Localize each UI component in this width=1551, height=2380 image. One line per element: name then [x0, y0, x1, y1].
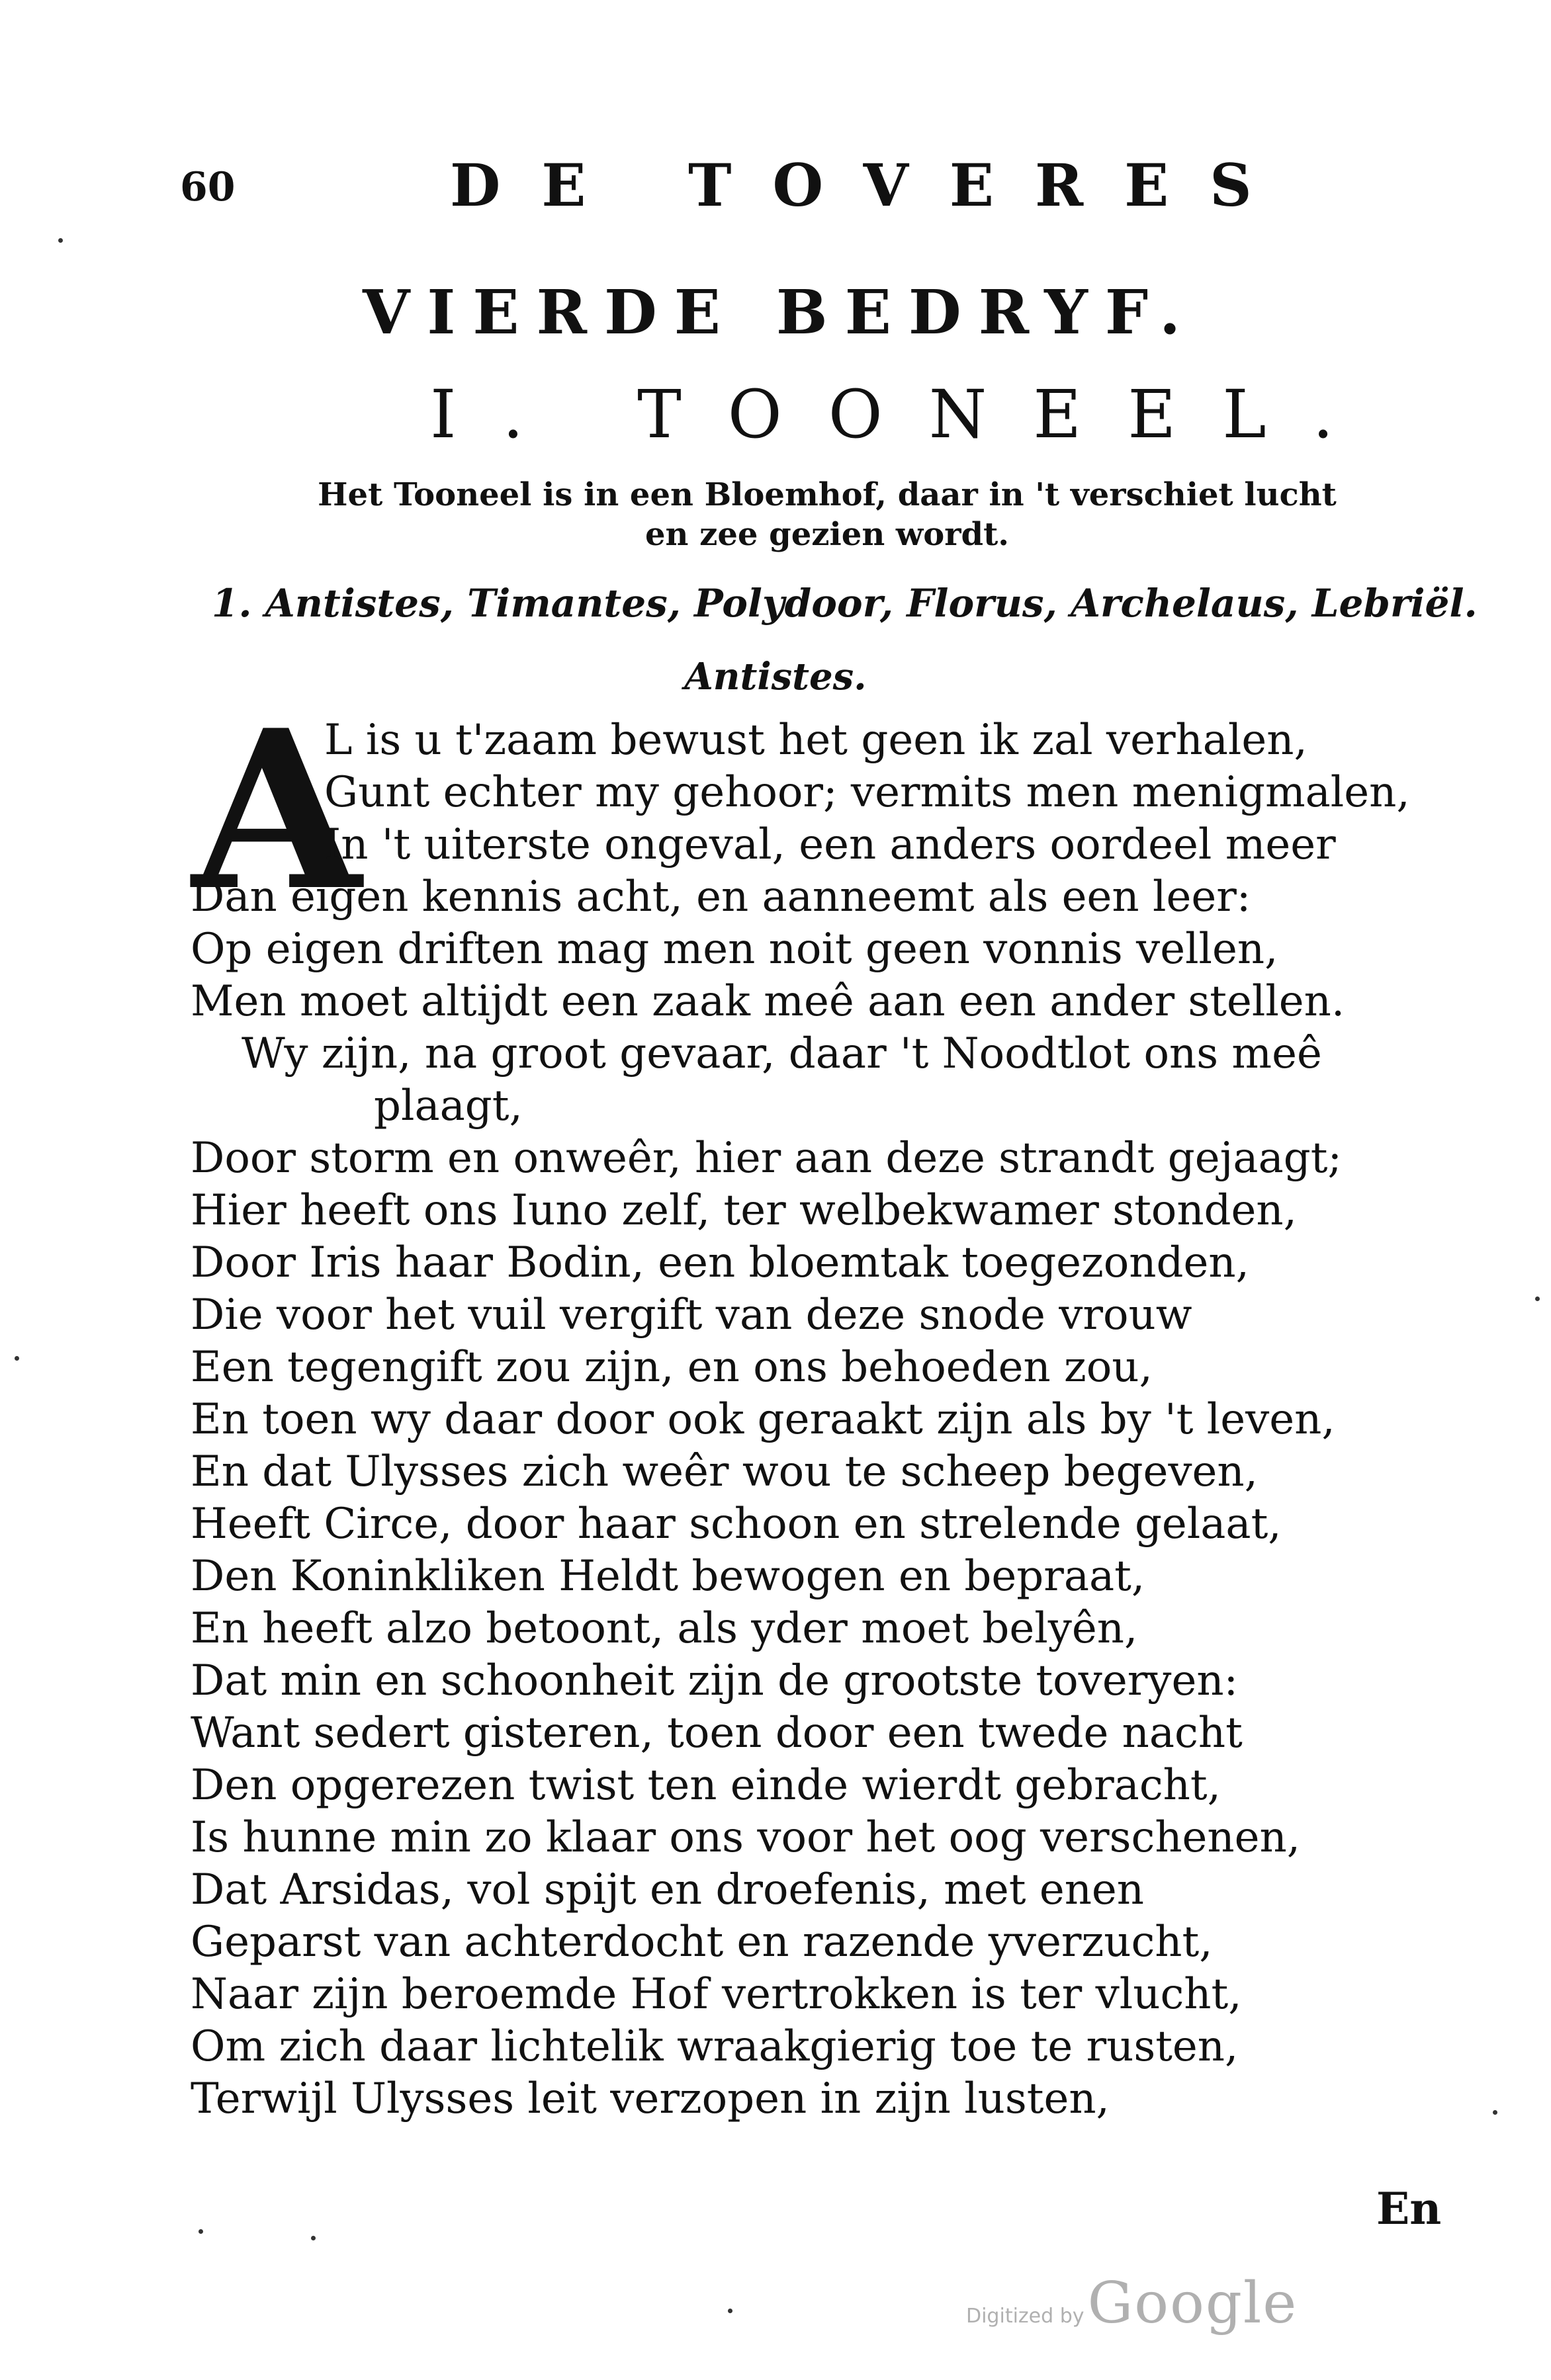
- verse-line: Naar zijn beroemde Hof vertrokken is ter vlucht,: [191, 1970, 1242, 2019]
- verse-line: plaagt,: [374, 1082, 523, 1130]
- drop-cap: A: [192, 682, 362, 939]
- cast-list: 1. Antistes, Timantes, Polydoor, Florus, Archelaus, Lebriël.: [212, 581, 1478, 626]
- page-number: 60: [180, 164, 236, 210]
- verse-line: Den opgerezen twist ten einde wierdt gebracht,: [191, 1761, 1221, 1810]
- digitized-label: Digitized by: [966, 2305, 1085, 2328]
- verse-line: Een tegengift zou zijn, en ons behoeden zou,: [191, 1343, 1153, 1392]
- verse-line: Om zich daar lichtelik wraakgierig toe te rusten,: [191, 2022, 1239, 2071]
- verse-line: Door Iris haar Bodin, een bloemtak toegezonden,: [191, 1238, 1249, 1287]
- ink-speck: [311, 2236, 316, 2240]
- verse-line: Gunt echter my gehoor; vermits men menigmalen,: [324, 768, 1410, 817]
- verse-line: Is hunne min zo klaar ons voor het oog verschenen,: [191, 1813, 1301, 1862]
- verse-line: Door storm en onweêr, hier aan deze strandt gejaagt;: [191, 1134, 1342, 1183]
- verse-line: Heeft Circe, door haar schoon en strelende gelaat,: [191, 1500, 1282, 1549]
- ink-speck: [1535, 1296, 1540, 1301]
- verse-line: L is u t'zaam bewust het geen ik zal verhalen,: [324, 716, 1307, 765]
- verse-line: En heeft alzo betoont, als yder moet belyên,: [191, 1604, 1138, 1653]
- running-head: DE TOVERES: [450, 151, 1293, 220]
- ink-speck: [728, 2309, 732, 2313]
- stage-direction: Het Tooneel is in een Bloemhof, daar in 't verschiet lucht en zee gezien wordt.: [318, 476, 1337, 553]
- verse-line: Dat Arsidas, vol spijt en droefenis, met enen: [191, 1865, 1144, 1914]
- verse-line: Die voor het vuil vergift van deze snode vrouw: [191, 1291, 1192, 1339]
- verse-line: Hier heeft ons Iuno zelf, ter welbekwamer stonden,: [191, 1186, 1297, 1235]
- catchword: En: [1376, 2183, 1442, 2234]
- verse-line: In 't uiterste ongeval, een anders oordeel meer: [324, 820, 1336, 869]
- google-logo: Google: [1087, 2270, 1298, 2336]
- ink-speck: [58, 238, 63, 243]
- verse-line: Dat min en schoonheit zijn de grootste toveryen:: [191, 1656, 1239, 1705]
- ink-speck: [1493, 2110, 1497, 2115]
- speaker-name: Antistes.: [684, 655, 867, 699]
- verse-line: En dat Ulysses zich weêr wou te scheep begeven,: [191, 1447, 1258, 1496]
- ink-speck: [199, 2229, 203, 2234]
- verse-line: Op eigen driften mag men noit geen vonnis vellen,: [191, 925, 1278, 974]
- verse-line: Wy zijn, na groot gevaar, daar 't Noodtlot ons meê: [242, 1029, 1322, 1078]
- verse-line: Geparst van achterdocht en razende yverzucht,: [191, 1918, 1213, 1967]
- ink-speck: [15, 1356, 19, 1361]
- verse-line: En toen wy daar door ook geraakt zijn als by 't leven,: [191, 1395, 1335, 1444]
- scene-title: I. TOONEEL.: [430, 376, 1380, 453]
- digitized-watermark: [966, 2270, 1298, 2336]
- verse-line: Den Koninkliken Heldt bewogen en bepraat,: [191, 1552, 1145, 1601]
- verse-line: Men moet altijdt een zaak meê aan een ander stellen.: [191, 977, 1345, 1026]
- verse-line: Want sedert gisteren, toen door een twede nacht: [191, 1709, 1243, 1758]
- verse-line: Terwijl Ulysses leit verzopen in zijn lusten,: [191, 2074, 1110, 2123]
- verse-line: Dan eigen kennis acht, en aanneemt als een leer:: [191, 872, 1251, 921]
- act-title: VIERDE BEDRYF.: [363, 276, 1198, 348]
